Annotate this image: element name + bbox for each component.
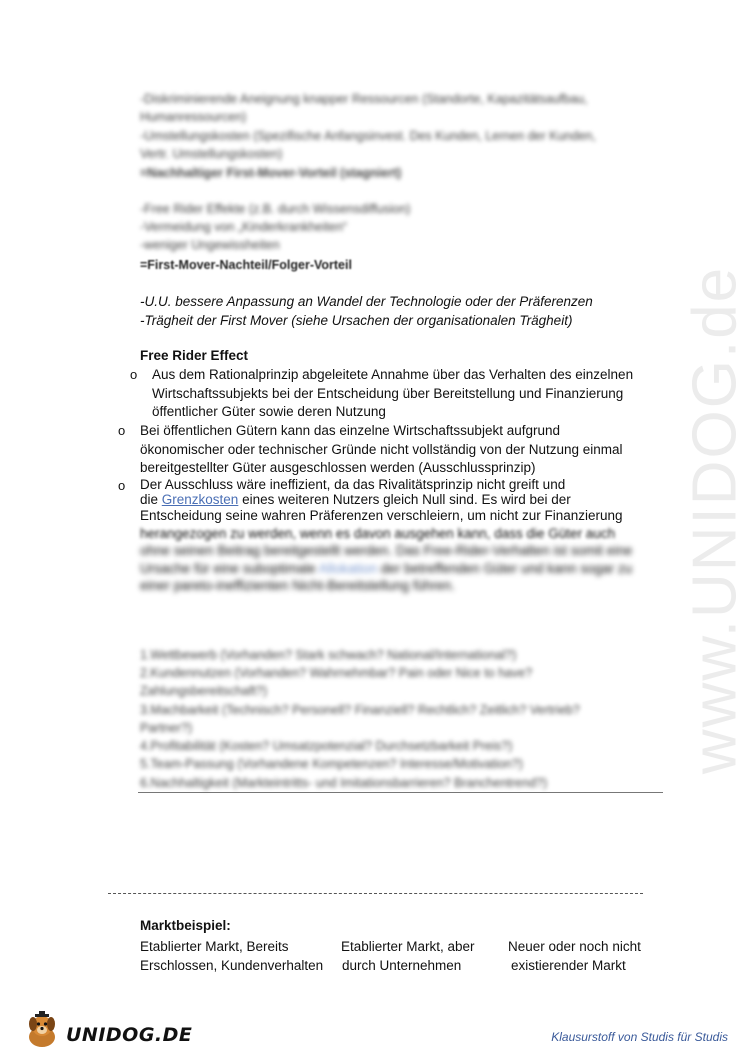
market-column-company [341,937,475,975]
market-text: Etablierter Markt, Bereits [140,939,289,954]
blurred-bullet-text: ohne seinen Beitrag bereitgestellt werden. Das Free-Rider-Verhalten ist somit eine [140,543,633,558]
blurred-list-item: 2.Kundennutzen (Vorhanden? Wahrnehmbar? Pain oder Nice to have? [140,666,533,680]
allokation-link[interactable]: Allokation [318,561,378,576]
blurred-bullet-text [140,560,632,579]
bullet-text-post: eines weiteren Nutzers gleich Null sind. Es wird bei der [238,492,571,507]
logo-text: UNIDOG.DE [66,1024,193,1046]
blurred-top-line: Humanressourcen) [140,110,247,124]
blurred-top-line: -Free Rider Effekte (z.B. durch Wissensdiffusion) [140,202,411,216]
market-column-established [140,937,323,975]
bullet-marker: o [118,423,126,438]
divider [138,792,663,793]
blurred-list-item: 5.Team-Passung (Vorhandene Kompetenzen? Interesse/Motivation?) [140,757,523,771]
bullet-text: Aus dem Rationalprinzip abgeleitete Annahme über das Verhalten des einzelnen [152,367,634,382]
marktbeispiel-heading: Marktbeispiel: [140,918,231,933]
bullet-text: Entscheidung seine wahren Präferenzen verschleiern, um nicht zur Finanzierung [140,508,623,523]
footer-tagline: Klausurstoff von Studis für Studis [551,1030,728,1044]
blurred-bullet-text: einer pareto-ineffizienten Nicht-Bereitstellung führen. [140,578,455,593]
blurred-top-line: -Diskriminierende Aneignung knapper Ressourcen (Standorte, Kapazitätsaufbau, [140,92,588,106]
bullet-text: bereitgestellter Güter ausgeschlossen werden (Ausschlussprinzip) [140,460,536,475]
bullet-text-pre: die [140,492,162,507]
first-mover-line: =First-Mover-Nachteil/Folger-Vorteil [140,258,352,272]
blurred-top-line: -Vermeidung von „Kinderkrankheiten“ [140,220,348,234]
section-heading: Free Rider Effect [140,348,249,363]
blurred-top-line: -weniger Ungewissheiten [140,238,280,252]
market-text: Erschlossen, Kundenverhalten [140,958,324,973]
footer-logo[interactable] [22,1010,193,1050]
italic-line: -Trägheit der First Mover (siehe Ursachen der organisationalen Trägheit) [140,313,573,328]
blurred-list-item: 4.Profitabilität (Kosten? Umsatzpotenzial? Durchsetzbarkeit Preis?) [140,739,513,753]
bullet-text: Wirtschaftssubjekts bei der Entscheidung über Bereitstellung und Finanzierung [152,386,624,401]
market-text: Neuer oder noch nicht [508,939,641,954]
bullet-marker: o [130,367,138,382]
blurred-list-item: 1.Wettbewerb (Vorhanden? Stark schwach? National/International?) [140,648,517,662]
watermark: www.UNIDOG.de [680,265,750,775]
bullet-text: öffentlicher Güter sowie deren Nutzung [152,404,386,419]
market-text: existierender Markt [511,958,626,973]
blurred-list-item: Partner?) [140,721,193,735]
bullet-text: Bei öffentlichen Gütern kann das einzelne Wirtschaftssubjekt aufgrund [140,423,560,438]
blurred-top-line: Vertr. Umstellungskosten) [140,147,283,161]
italic-line: -U.U. bessere Anpassung an Wandel der Technologie oder der Präferenzen [140,294,593,309]
blurred-bullet-text: herangezogen zu werden, wenn es davon ausgehen kann, dass die Güter auch [140,526,616,541]
bullet-marker: o [118,478,126,493]
market-column-new [508,937,641,975]
blurred-list-item: 3.Machbarkeit (Technisch? Personell? Finanziell? Rechtlich? Zeitlich? Vertrieb? [140,703,580,717]
blurred-list-item: 6.Nachhaltigkeit (Markteintritts- und Imitationsbarrieren? Branchentrend?) [140,776,548,790]
blurred-top-line: =Nachhaltiger First-Mover-Vorteil (stagniert) [140,166,402,180]
market-text: Etablierter Markt, aber [341,939,475,954]
blurred-list-item: Zahlungsbereitschaft?) [140,684,268,698]
blurred-post: der betreffenden Güter und kann sogar zu [380,561,633,576]
market-text: durch Unternehmen [342,958,462,973]
dog-logo-icon [22,1010,62,1050]
blurred-pre: Ursache für eine suboptimale [140,561,319,576]
dashed-divider [108,893,643,894]
blurred-top-line: -Umstellungskosten (Spezifische Anfangsinvest. Des Kunden, Lernen der Kunden, [140,129,596,143]
grenzkosten-link[interactable]: Grenzkosten [161,492,239,507]
bullet-text: ökonomischer oder technischer Gründe nicht vollständig von der Nutzung einmal [140,442,623,457]
bullet-text: Der Ausschluss wäre ineffizient, da das Rivalitätsprinzip nicht greift und [140,477,566,492]
